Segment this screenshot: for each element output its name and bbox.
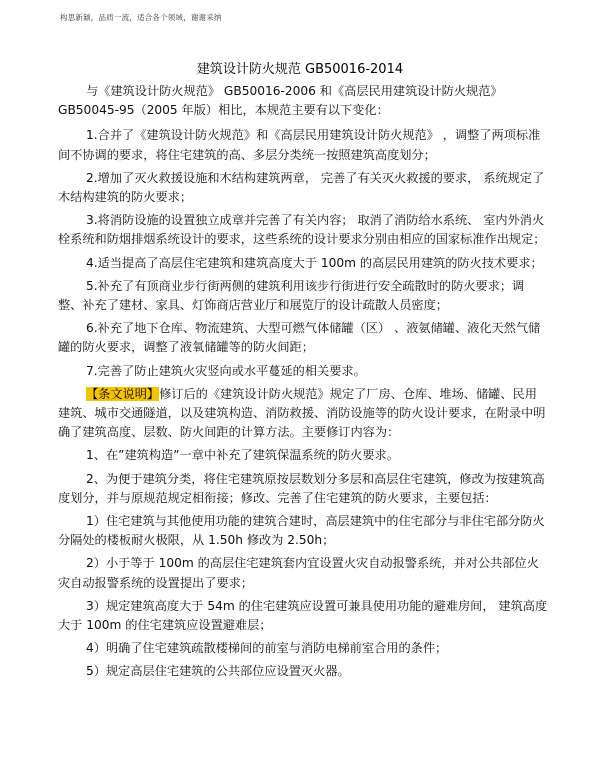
sub-item-4: 4）明确了住宅建筑疏散楼梯间的前室与消防电梯前室合用的条件；	[86, 641, 448, 656]
change-item-3: 3.将消防设施的设置独立成章并完善了有关内容； 取消了消防给水系统、 室内外消火栓系统和防烟排烟系统设计的要求，这些系统的设计要求分别由相应的国家标准作出规定；	[58, 213, 546, 247]
change-item-5: 5.补充了有顶商业步行街两侧的建筑利用该步行街进行安全疏散时的防火要求；调整、补充了建材、家具、灯饰商店营业厅和展览厅的设计疏散人员密度；	[58, 278, 525, 313]
change-item-2: 2.增加了灭火救援设施和木结构建筑两章， 完善了有关灭火救援的要求， 系统规定了木结构建筑的防火要求；	[58, 170, 545, 205]
header-note: 构思新颖，品质一流，适合各个领域，谢谢采纳	[60, 13, 222, 22]
explanation-text: 修订后的《建筑设计防火规范》规定了厂房、仓库、堆场、储罐、民用建筑、城市交通隧道，以及建筑构造、消防救援、消防设施等的防火设计要求，在附录中明确了建筑高度、层数、防火间距的计算方法。主要修订内容为：	[58, 386, 546, 440]
sub-item-3: 3）规定建筑高度大于 54m 的住宅建筑应设置可兼具使用功能的避难房间， 建筑高度大于 100m 的住宅建筑应设置避难层；	[58, 598, 548, 633]
sub-item-5: 5）规定高层住宅建筑的公共部位应设置灭火器。	[86, 664, 350, 679]
page-title: 建筑设计防火规范 GB50016-2014	[196, 62, 404, 77]
intro-paragraph: 与《建筑设计防火规范》 GB50016-2006 和《高层民用建筑设计防火规范》 GB50045-95（2005 年版）相比，本规范主要有以下变化：	[58, 84, 503, 118]
revision-item-2: 2、为便于建筑分类，将住宅建筑原按层数划分多层和高层住宅建筑，修改为按建筑高度划分，并与原规范规定相衔接；修改、完善了住宅建筑的防火要求，主要包括：	[58, 471, 545, 505]
explanation-paragraph	[58, 385, 548, 443]
change-item-4: 4.适当提高了高层住宅建筑和建筑高度大于 100m 的高层民用建筑的防火技术要求；	[86, 255, 543, 270]
change-item-1: 1.合并了《建筑设计防火规范》和《高层民用建筑设计防火规范》 ，调整了两项标准间不协调的要求，将住宅建筑的高、多层分类统一按照建筑高度划分；	[58, 128, 541, 162]
explanation-tag: 【条文说明】	[86, 386, 160, 401]
document-body	[58, 82, 548, 686]
change-item-6: 6.补充了地下仓库、物流建筑、大型可燃气体储罐（区） 、液氨储罐、液化天然气储罐的防火要求，调整了液氧储罐等的防火间距；	[58, 321, 541, 355]
change-item-7: 7.完善了防止建筑火灾竖向或水平蔓延的相关要求。	[86, 363, 366, 378]
sub-item-1: 1）住宅建筑与其他使用功能的建筑合建时，高层建筑中的住宅部分与非住宅部分防火分隔处的楼板耐火极限，从 1.50h 修改为 2.50h；	[58, 514, 545, 548]
sub-item-2: 2）小于等于 100m 的高层住宅建筑套内宜设置火灾自动报警系统，并对公共部位火灾自动报警系统的设置提出了要求；	[58, 556, 539, 590]
revision-item-1: 1、在”建筑构造”一章中补充了建筑保温系统的防火要求。	[86, 448, 399, 463]
